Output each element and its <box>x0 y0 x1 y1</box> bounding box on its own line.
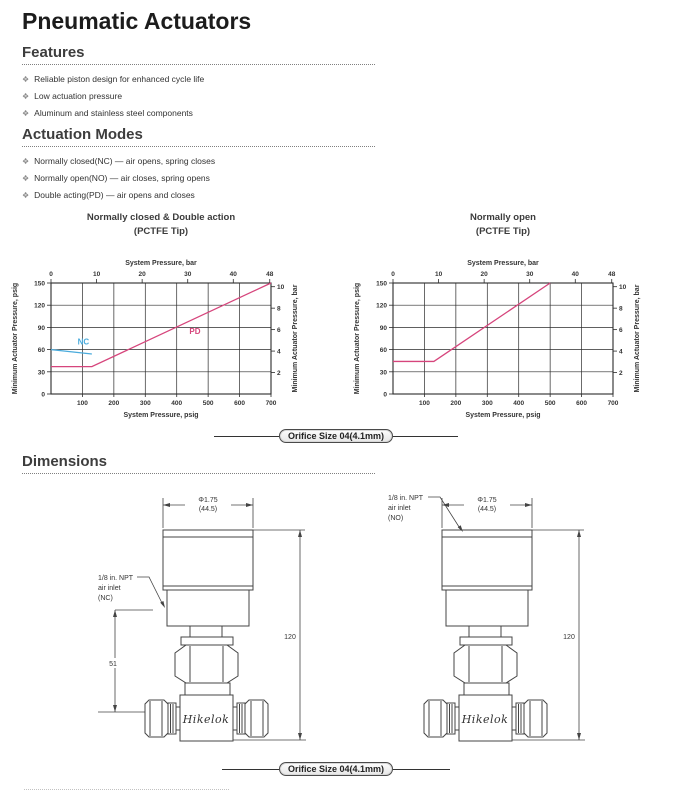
svg-text:90: 90 <box>37 324 45 332</box>
svg-text:4: 4 <box>277 348 281 356</box>
overall-height-label: 120 <box>284 634 296 641</box>
air-inlet-label-nc <box>98 575 165 608</box>
bullet-item <box>22 187 375 204</box>
svg-text:60: 60 <box>37 347 45 355</box>
svg-text:40: 40 <box>571 271 579 278</box>
actuated-valve-outline <box>424 530 547 741</box>
svg-text:30: 30 <box>184 271 192 278</box>
svg-text:10: 10 <box>619 284 627 292</box>
actuation-modes-section <box>22 126 375 204</box>
svg-text:1/8 in. NPT: 1/8 in. NPT <box>388 495 424 502</box>
chart-title-no <box>349 211 657 239</box>
svg-text:100: 100 <box>76 400 88 407</box>
svg-text:500: 500 <box>544 400 556 407</box>
svg-text:0: 0 <box>49 271 53 278</box>
svg-text:500: 500 <box>202 400 214 407</box>
air-inlet-label-no <box>388 495 463 532</box>
bullet-text: Aluminum and stainless steel components <box>34 108 193 118</box>
svg-text:Minimum Actuator Pressure, bar: Minimum Actuator Pressure, bar <box>634 284 641 393</box>
svg-text:20: 20 <box>480 271 488 278</box>
svg-text:400: 400 <box>171 400 183 407</box>
svg-text:2: 2 <box>277 370 281 378</box>
chart-title-line2: (PCTFE Tip) <box>475 226 531 237</box>
svg-text:1/8 in. NPT: 1/8 in. NPT <box>98 575 134 582</box>
svg-text:600: 600 <box>576 400 588 407</box>
bullet-item <box>22 170 375 187</box>
diameter-mm-label: (44.5) <box>198 506 218 513</box>
bullet-text: Normally open(NO) — air closes, spring opens <box>34 173 210 183</box>
svg-text:300: 300 <box>139 400 151 407</box>
hikelok-logo: Hikelok <box>182 713 230 726</box>
chart-title-line2: (PCTFE Tip) <box>133 226 189 237</box>
actuation-modes-list <box>22 153 375 204</box>
page-title: Pneumatic Actuators <box>22 8 252 34</box>
dimensions-section-heading-wrap <box>22 453 375 474</box>
svg-text:10: 10 <box>277 284 285 292</box>
svg-text:4: 4 <box>619 348 623 356</box>
diameter-label: Φ1.75 <box>198 497 218 504</box>
svg-text:2: 2 <box>619 370 623 378</box>
svg-text:0: 0 <box>383 391 387 399</box>
svg-text:100: 100 <box>418 400 430 407</box>
svg-text:120: 120 <box>376 302 387 310</box>
dimension-drawing-nc <box>93 489 308 761</box>
bullet-text: Normally closed(NC) — air opens, spring closes <box>34 156 216 166</box>
svg-text:6: 6 <box>277 327 281 335</box>
diamond-bullet-icon: ❖ <box>22 75 30 84</box>
svg-text:(NC): (NC) <box>98 595 113 602</box>
orifice-size-badge: Orifice Size 04(4.1mm) <box>279 429 393 443</box>
svg-text:0: 0 <box>41 391 45 399</box>
svg-text:air inlet: air inlet <box>98 585 121 592</box>
callout-line-right <box>393 436 458 437</box>
pressure-chart-nc-pd <box>7 253 307 425</box>
svg-text:40: 40 <box>229 271 237 278</box>
svg-text:System Pressure, psig: System Pressure, psig <box>465 412 541 419</box>
svg-text:Minimum Actuator Pressure, bar: Minimum Actuator Pressure, bar <box>292 284 299 393</box>
svg-text:600: 600 <box>234 400 246 407</box>
diamond-bullet-icon: ❖ <box>22 174 30 183</box>
svg-text:30: 30 <box>37 369 45 377</box>
svg-text:Minimum Actuator Pressure, psi: Minimum Actuator Pressure, psig <box>354 282 361 395</box>
dimension-drawing-no <box>372 489 587 761</box>
svg-text:8: 8 <box>277 305 281 313</box>
bullet-text: Double acting(PD) — air opens and closes <box>34 190 195 200</box>
bullet-item <box>22 105 375 122</box>
svg-text:air inlet: air inlet <box>388 505 411 512</box>
orifice-size-badge: Orifice Size 04(4.1mm) <box>279 762 393 776</box>
svg-text:8: 8 <box>619 305 623 313</box>
svg-text:150: 150 <box>34 280 45 288</box>
svg-text:90: 90 <box>379 324 387 332</box>
svg-text:48: 48 <box>266 271 274 278</box>
svg-text:700: 700 <box>607 400 619 407</box>
inlet-height-label: 51 <box>109 661 117 668</box>
svg-text:700: 700 <box>265 400 277 407</box>
bullet-text: Reliable piston design for enhanced cycle life <box>34 74 205 84</box>
bullet-text: Low actuation pressure <box>34 91 123 101</box>
svg-text:6: 6 <box>619 327 623 335</box>
chart-title-line1: Normally closed & Double action <box>86 212 236 223</box>
svg-text:120: 120 <box>34 302 45 310</box>
svg-text:200: 200 <box>108 400 120 407</box>
callout-line-left <box>214 436 279 437</box>
pressure-chart-no <box>349 253 649 425</box>
hikelok-logo: Hikelok <box>461 713 509 726</box>
svg-text:200: 200 <box>450 400 462 407</box>
svg-text:48: 48 <box>608 271 616 278</box>
svg-text:20: 20 <box>138 271 146 278</box>
next-section-rule-fragment <box>24 788 229 790</box>
svg-text:(NO): (NO) <box>388 515 404 522</box>
bullet-item <box>22 153 375 170</box>
diameter-mm-label: (44.5) <box>477 506 497 513</box>
features-list <box>22 71 375 122</box>
diamond-bullet-icon: ❖ <box>22 191 30 200</box>
actuation-modes-heading: Actuation Modes <box>22 126 375 147</box>
svg-text:400: 400 <box>513 400 525 407</box>
svg-text:0: 0 <box>391 271 395 278</box>
svg-text:NC: NC <box>77 337 90 347</box>
bullet-item <box>22 88 375 105</box>
bullet-item <box>22 71 375 88</box>
svg-text:System Pressure, bar: System Pressure, bar <box>125 260 197 267</box>
actuated-valve-outline <box>145 530 268 741</box>
svg-text:300: 300 <box>481 400 493 407</box>
diameter-label: Φ1.75 <box>477 497 497 504</box>
callout-line-left <box>222 769 279 770</box>
overall-height-label: 120 <box>563 634 575 641</box>
features-section <box>22 44 375 122</box>
svg-text:60: 60 <box>379 347 387 355</box>
diamond-bullet-icon: ❖ <box>22 109 30 118</box>
svg-text:150: 150 <box>376 280 387 288</box>
svg-text:System Pressure, psig: System Pressure, psig <box>123 412 199 419</box>
chart-title-nc-pd <box>7 211 315 239</box>
orifice-size-callout-bottom <box>222 762 450 776</box>
callout-line-right <box>393 769 450 770</box>
svg-text:Minimum Actuator Pressure, psi: Minimum Actuator Pressure, psig <box>12 282 19 395</box>
dimensions-heading: Dimensions <box>22 453 375 474</box>
orifice-size-callout-top <box>214 429 458 443</box>
svg-text:10: 10 <box>92 271 101 278</box>
chart-title-line1: Normally open <box>470 212 536 223</box>
svg-text:10: 10 <box>434 271 443 278</box>
svg-text:30: 30 <box>379 369 387 377</box>
features-heading: Features <box>22 44 375 65</box>
diamond-bullet-icon: ❖ <box>22 92 30 101</box>
svg-text:PD: PD <box>189 327 201 337</box>
diamond-bullet-icon: ❖ <box>22 157 30 166</box>
svg-text:30: 30 <box>526 271 534 278</box>
svg-text:System Pressure, bar: System Pressure, bar <box>467 260 539 267</box>
